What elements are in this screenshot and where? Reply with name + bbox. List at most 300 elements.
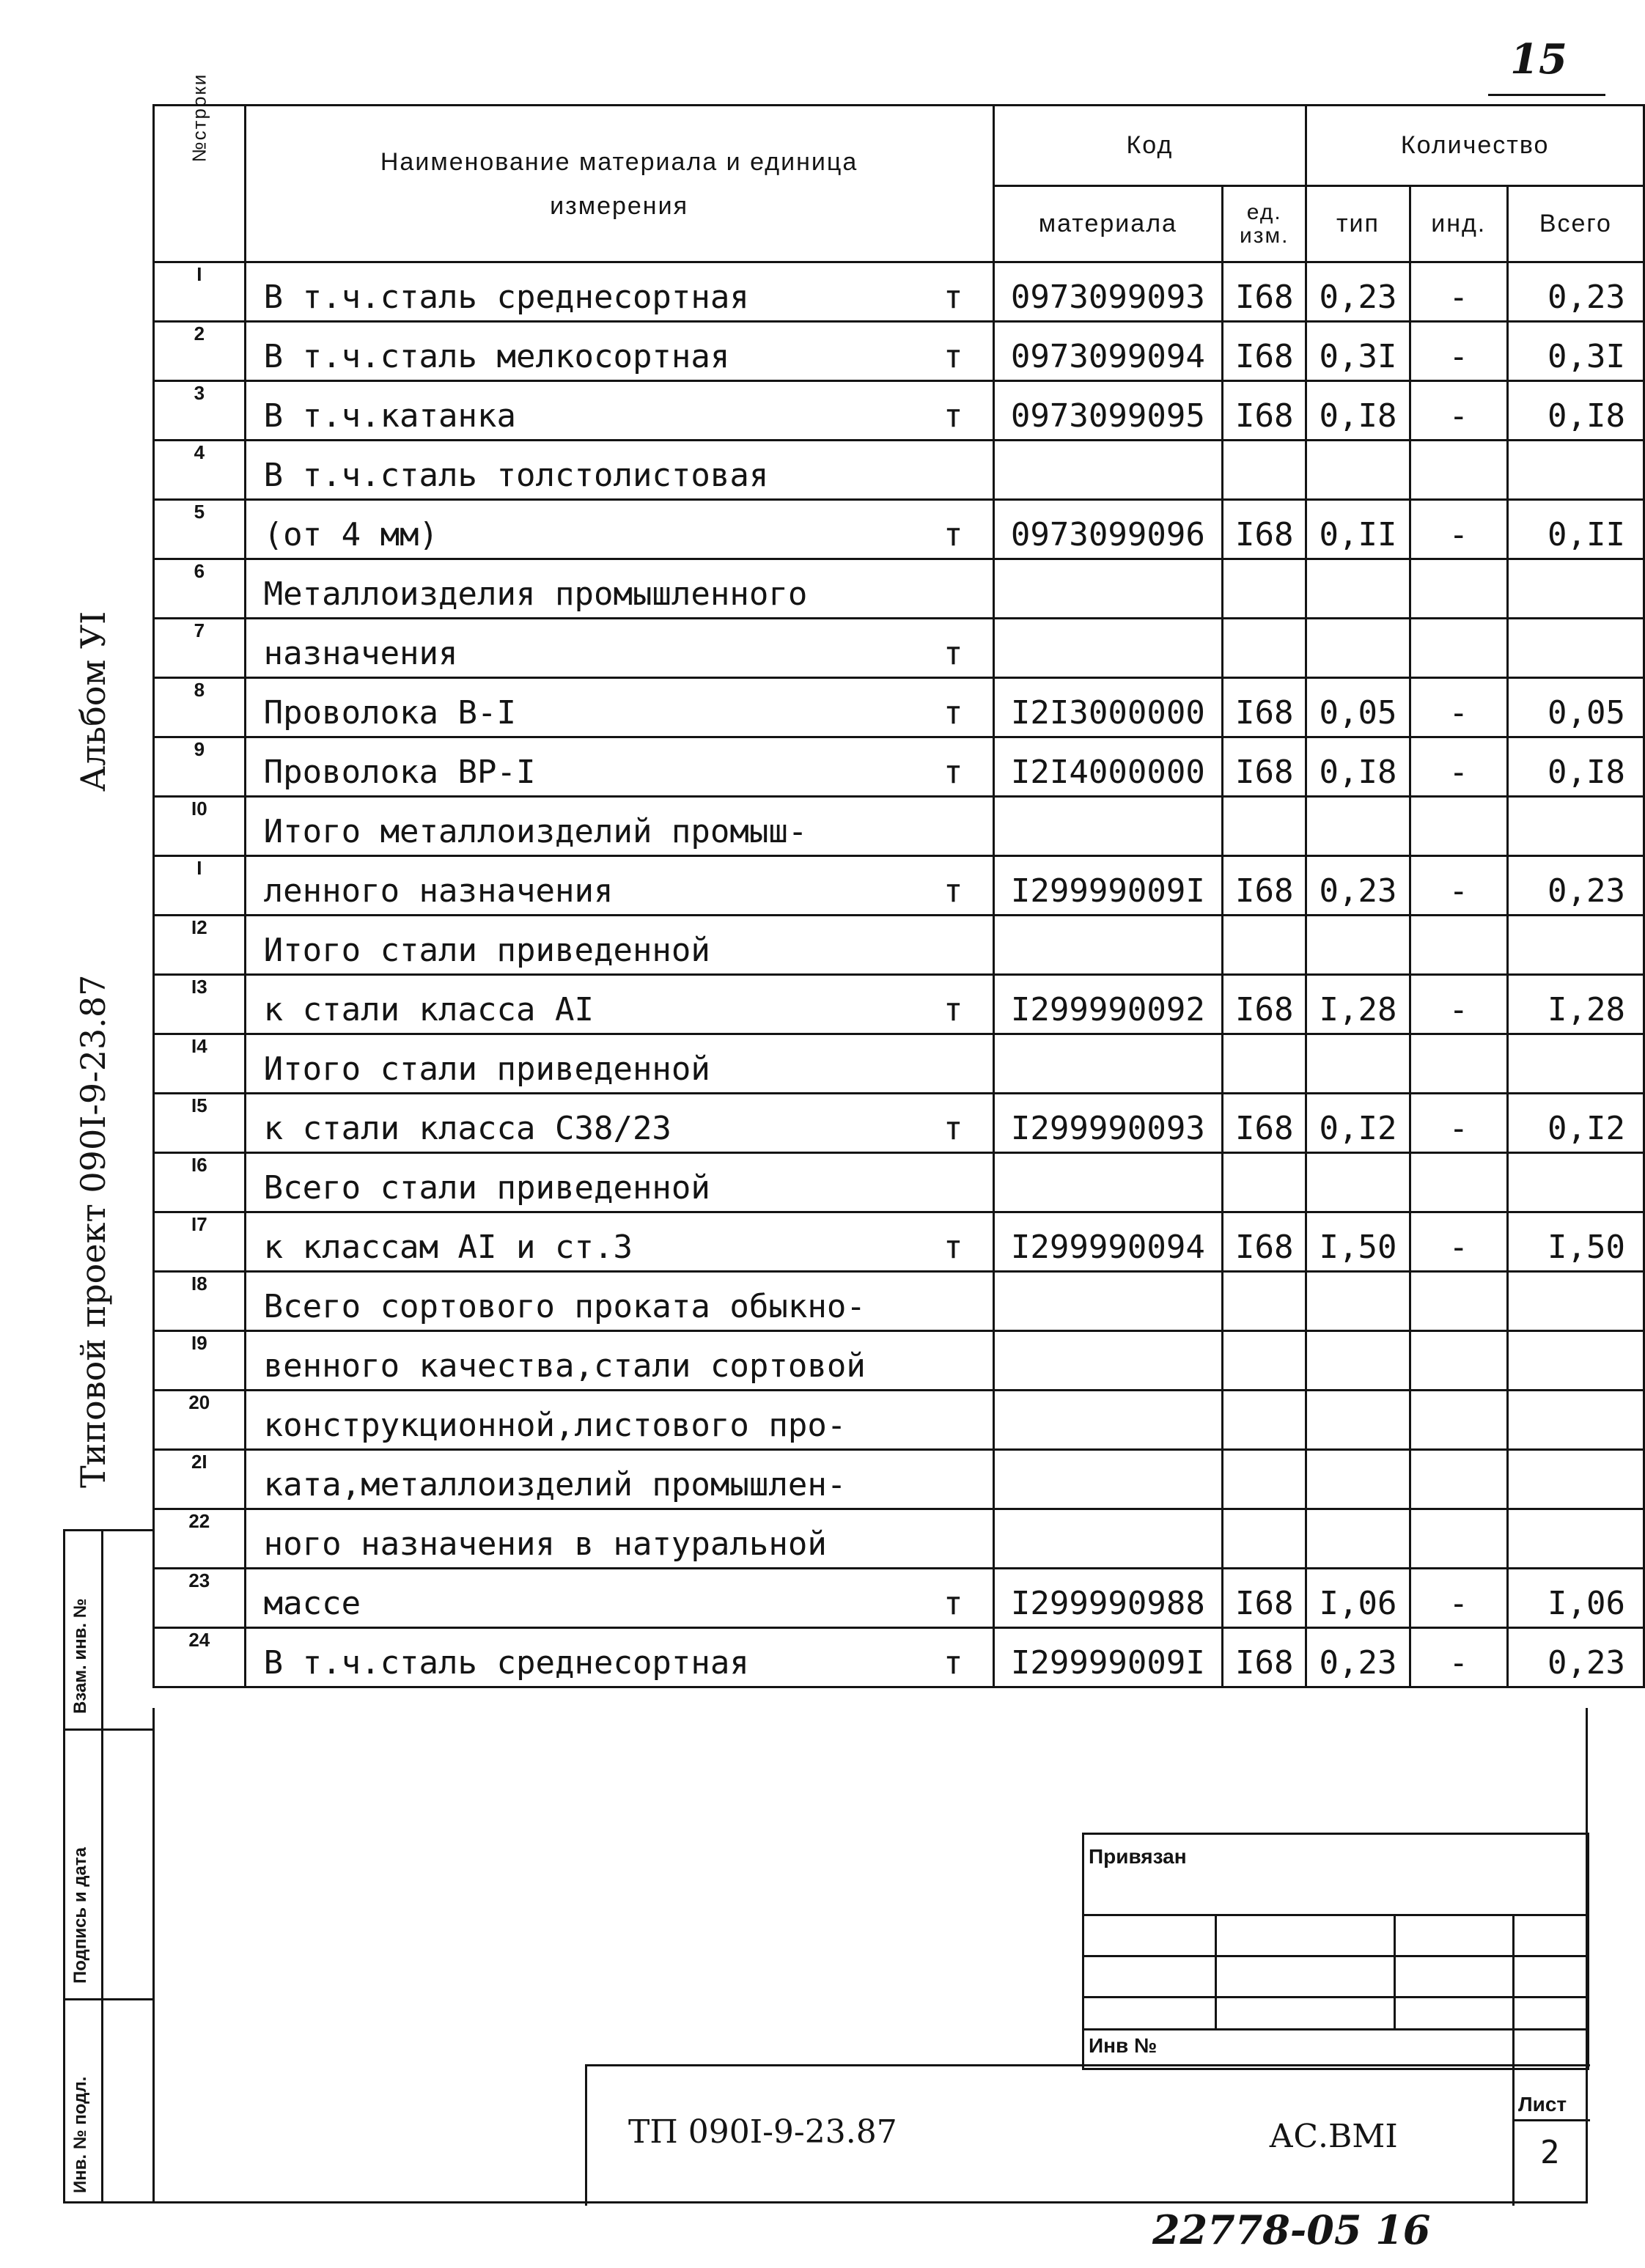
row-code (993, 1569, 1223, 1628)
row-name (245, 1331, 993, 1391)
row-code (993, 381, 1223, 441)
row-code-text: 0973099093 (1010, 279, 1205, 316)
row-qty-total (1507, 1034, 1644, 1094)
row-qty-ind-text (1411, 1503, 1506, 1508)
row-number: 20 (154, 1391, 246, 1450)
row-code (993, 322, 1223, 381)
row-qty-ind (1410, 1272, 1507, 1331)
row-qty-ind (1410, 381, 1507, 441)
row-code (993, 559, 1223, 619)
side-stamp-bottom (63, 2201, 154, 2203)
table-row (154, 1450, 1644, 1509)
row-qty-ind (1410, 737, 1507, 797)
row-code-unit-text: І68 (1235, 1229, 1294, 1266)
table-row (154, 500, 1644, 559)
row-code-text (995, 1207, 1222, 1211)
row-qty-type-text (1307, 1325, 1408, 1330)
row-qty-ind (1410, 559, 1507, 619)
row-number: 2І (154, 1450, 246, 1509)
row-qty-ind (1410, 500, 1507, 559)
row-name-text: Металлоизделия промышленного (263, 575, 808, 613)
page-number: 15 (1510, 35, 1567, 84)
title-block (585, 2064, 1590, 2206)
row-qty-ind-text (1411, 1563, 1506, 1567)
table-body (154, 262, 1644, 1687)
table-row (154, 1212, 1644, 1272)
row-name-text: (от 4 мм) (263, 516, 439, 553)
row-qty-type (1306, 1569, 1410, 1628)
binding-stamp-label: Привязан (1089, 1845, 1187, 1868)
row-name (245, 678, 993, 737)
row-qty-type-text: 0,23 (1319, 872, 1397, 910)
table-row (154, 1331, 1644, 1391)
row-code (993, 1628, 1223, 1687)
row-qty-ind-text (1411, 1385, 1506, 1389)
row-qty-total-text: 0,23 (1548, 1644, 1625, 1682)
row-code (993, 1212, 1223, 1272)
frame-left-border (152, 1708, 155, 2203)
header-qty-ind: инд. (1410, 186, 1507, 262)
row-qty-type (1306, 1212, 1410, 1272)
row-qty-type (1306, 856, 1410, 916)
row-qty-type-text (1307, 1088, 1408, 1092)
row-qty-ind (1410, 1628, 1507, 1687)
table-row (154, 262, 1644, 322)
table-row (154, 1569, 1644, 1628)
row-qty-type (1306, 559, 1410, 619)
row-qty-total-text (1509, 1207, 1643, 1211)
row-qty-total (1507, 1391, 1644, 1450)
row-qty-ind-text: - (1449, 1229, 1468, 1266)
row-code-text (995, 1385, 1222, 1389)
row-qty-type (1306, 441, 1410, 500)
row-code (993, 619, 1223, 678)
table-row (154, 559, 1644, 619)
binding-stamp-col-1 (1215, 1914, 1217, 2028)
row-code-text: І2І3000000 (1010, 694, 1205, 732)
row-qty-type-text (1307, 1385, 1408, 1389)
row-number: І (154, 262, 246, 322)
row-number: І8 (154, 1272, 246, 1331)
row-code-unit (1223, 1094, 1306, 1153)
row-name-text: В т.ч.сталь мелкосортная (263, 338, 730, 375)
row-code (993, 500, 1223, 559)
row-qty-type-text: І,50 (1319, 1229, 1397, 1266)
row-qty-total (1507, 322, 1644, 381)
row-qty-total-text: 0,23 (1548, 872, 1625, 910)
row-code-unit-text: І68 (1235, 1644, 1294, 1682)
row-name (245, 1094, 993, 1153)
row-qty-type (1306, 322, 1410, 381)
row-qty-type-text (1307, 613, 1408, 617)
row-qty-type (1306, 1094, 1410, 1153)
row-qty-type (1306, 1272, 1410, 1331)
row-code-unit-text: І68 (1235, 516, 1294, 553)
row-unit: т (943, 1110, 963, 1147)
row-name (245, 619, 993, 678)
row-qty-total (1507, 500, 1644, 559)
row-qty-total-text (1509, 1385, 1643, 1389)
row-code-unit (1223, 797, 1306, 856)
row-number: І6 (154, 1153, 246, 1212)
row-qty-type (1306, 1153, 1410, 1212)
row-code (993, 1094, 1223, 1153)
row-code (993, 1509, 1223, 1569)
row-code-unit-text (1223, 1325, 1305, 1330)
row-code (993, 856, 1223, 916)
row-qty-type-text: І,06 (1319, 1585, 1397, 1622)
row-code (993, 797, 1223, 856)
row-qty-total (1507, 381, 1644, 441)
row-name-text: массе (263, 1585, 361, 1622)
row-name (245, 1628, 993, 1687)
row-qty-type (1306, 1391, 1410, 1450)
row-qty-ind-text: - (1449, 694, 1468, 732)
table-row (154, 1391, 1644, 1450)
row-code-unit (1223, 500, 1306, 559)
row-qty-type-text (1307, 672, 1408, 677)
row-qty-ind-text: - (1449, 338, 1468, 375)
row-code-unit (1223, 381, 1306, 441)
row-qty-type (1306, 381, 1410, 441)
row-code-text (995, 1503, 1222, 1508)
row-number: 9 (154, 737, 246, 797)
row-unit: т (943, 991, 963, 1028)
row-name-text: к стали класса АІ (263, 991, 594, 1028)
row-qty-ind-text (1411, 850, 1506, 855)
row-code (993, 1391, 1223, 1450)
row-qty-total (1507, 797, 1644, 856)
row-code-unit-text (1223, 672, 1305, 677)
header-qty-total: Всего (1507, 186, 1644, 262)
row-qty-total-text (1509, 1503, 1643, 1508)
row-code (993, 1034, 1223, 1094)
row-qty-ind (1410, 856, 1507, 916)
row-qty-type-text (1307, 1503, 1408, 1508)
row-code (993, 975, 1223, 1034)
row-qty-total-text: І,28 (1548, 991, 1625, 1028)
row-qty-total (1507, 975, 1644, 1034)
project-title: Типовой проект 090І-9-23.87 (73, 974, 113, 1488)
row-code-unit (1223, 856, 1306, 916)
row-qty-type (1306, 262, 1410, 322)
row-name (245, 262, 993, 322)
row-qty-total-text: 0,І2 (1548, 1110, 1625, 1147)
row-code-unit-text: І68 (1235, 991, 1294, 1028)
header-qty-type: тип (1306, 186, 1410, 262)
row-code (993, 1153, 1223, 1212)
row-qty-ind (1410, 262, 1507, 322)
row-code-text: І299990094 (1010, 1229, 1205, 1266)
row-qty-total (1507, 1569, 1644, 1628)
row-name-text: В т.ч.сталь толстолистовая (263, 457, 769, 494)
title-block-sheet-value: 2 (1540, 2134, 1560, 2171)
table-row (154, 322, 1644, 381)
row-qty-ind-text (1411, 494, 1506, 498)
header-code: Код (993, 106, 1306, 186)
row-name-text: Всего стали приведенной (263, 1169, 710, 1207)
title-block-sheet-divider (1512, 2066, 1515, 2206)
row-code-unit-text (1223, 1385, 1305, 1389)
row-name-text: конструкционной,листового про- (263, 1407, 847, 1444)
row-qty-ind (1410, 1153, 1507, 1212)
row-code-unit-text (1223, 1563, 1305, 1567)
row-qty-type (1306, 1331, 1410, 1391)
row-code-unit-text (1223, 1088, 1305, 1092)
row-number: 4 (154, 441, 246, 500)
table-row (154, 1153, 1644, 1212)
row-name (245, 441, 993, 500)
side-label-signature-date: Подпись и дата (70, 1847, 90, 1984)
row-number: І9 (154, 1331, 246, 1391)
row-unit: т (943, 338, 963, 375)
page-number-underline (1488, 94, 1605, 96)
row-number: І7 (154, 1212, 246, 1272)
row-qty-total-text (1509, 613, 1643, 617)
side-stamp-top (63, 1529, 154, 1531)
row-qty-ind (1410, 1569, 1507, 1628)
row-name (245, 1034, 993, 1094)
row-code-unit-text: І68 (1235, 338, 1294, 375)
row-qty-type (1306, 797, 1410, 856)
material-spec-table (152, 73, 1645, 1688)
row-qty-total (1507, 678, 1644, 737)
row-code-text (995, 850, 1222, 855)
row-qty-type-text: 0,05 (1319, 694, 1397, 732)
row-code-text: 0973099094 (1010, 338, 1205, 375)
row-code-text (995, 969, 1222, 973)
table-row (154, 1034, 1644, 1094)
row-name (245, 975, 993, 1034)
row-qty-ind-text (1411, 969, 1506, 973)
row-qty-ind-text: - (1449, 754, 1468, 791)
row-name (245, 1272, 993, 1331)
row-qty-total-text: 0,3І (1548, 338, 1625, 375)
row-unit: т (943, 754, 963, 791)
row-unit: т (943, 279, 963, 316)
row-name-text: назначения (263, 635, 458, 672)
row-qty-total (1507, 441, 1644, 500)
header-quantity: Количество (1306, 106, 1644, 186)
row-code-unit-text: І68 (1235, 279, 1294, 316)
row-qty-type-text (1307, 1563, 1408, 1567)
row-code-text (995, 672, 1222, 677)
row-qty-total-text: І,50 (1548, 1229, 1625, 1266)
row-name (245, 916, 993, 975)
row-code-text (995, 494, 1222, 498)
row-qty-total (1507, 1450, 1644, 1509)
row-name-text: Итого стали приведенной (263, 932, 710, 969)
row-name (245, 1450, 993, 1509)
row-code (993, 678, 1223, 737)
row-number: 5 (154, 500, 246, 559)
row-qty-ind-text: - (1449, 1110, 1468, 1147)
row-code-unit (1223, 1272, 1306, 1331)
row-code-unit (1223, 737, 1306, 797)
row-qty-type-text: 0,23 (1319, 279, 1397, 316)
row-qty-ind-text: - (1449, 397, 1468, 435)
row-qty-ind (1410, 797, 1507, 856)
row-unit: т (943, 1644, 963, 1682)
row-code-unit (1223, 1450, 1306, 1509)
row-name-text: Итого стали приведенной (263, 1050, 710, 1088)
row-qty-total (1507, 856, 1644, 916)
row-code-unit (1223, 1391, 1306, 1450)
row-code-unit (1223, 262, 1306, 322)
binding-stamp-inv-label: Инв № (1089, 2034, 1158, 2057)
row-code-unit-text: І68 (1235, 872, 1294, 910)
row-qty-ind (1410, 975, 1507, 1034)
row-qty-type-text (1307, 969, 1408, 973)
row-name-text: В т.ч.сталь среднесортная (263, 1644, 749, 1682)
row-qty-ind (1410, 1391, 1507, 1450)
row-qty-ind (1410, 1094, 1507, 1153)
header-row-number: №строки (154, 106, 246, 262)
row-qty-ind (1410, 916, 1507, 975)
row-qty-ind-text: - (1449, 1644, 1468, 1682)
title-block-sheet-label: Лист (1518, 2093, 1567, 2116)
row-qty-total (1507, 737, 1644, 797)
row-qty-type (1306, 1450, 1410, 1509)
row-number: 7 (154, 619, 246, 678)
row-qty-total-text: 0,ІІ (1548, 516, 1625, 553)
row-qty-total-text (1509, 850, 1643, 855)
row-code (993, 1331, 1223, 1391)
row-code-text (995, 1088, 1222, 1092)
row-qty-ind-text (1411, 672, 1506, 677)
row-unit: т (943, 397, 963, 435)
table-row (154, 797, 1644, 856)
row-qty-total (1507, 916, 1644, 975)
row-code (993, 916, 1223, 975)
row-code-unit (1223, 678, 1306, 737)
row-code-unit (1223, 1034, 1306, 1094)
row-qty-ind-text (1411, 1207, 1506, 1211)
binding-stamp (1082, 1833, 1589, 2070)
row-qty-total-text (1509, 969, 1643, 973)
row-qty-type-text: 0,І8 (1319, 397, 1397, 435)
row-number: 22 (154, 1509, 246, 1569)
table-row (154, 737, 1644, 797)
row-qty-total (1507, 559, 1644, 619)
table-row (154, 1094, 1644, 1153)
row-qty-type (1306, 500, 1410, 559)
row-name-text: венного качества,стали сортовой (263, 1347, 866, 1385)
row-qty-total-text: 0,23 (1548, 279, 1625, 316)
row-qty-total-text (1509, 1088, 1643, 1092)
table-row (154, 856, 1644, 916)
header-code-unit: ед. изм. (1223, 186, 1306, 262)
row-qty-total (1507, 262, 1644, 322)
row-name (245, 381, 993, 441)
row-qty-ind (1410, 1034, 1507, 1094)
row-qty-total-text (1509, 672, 1643, 677)
row-qty-total-text (1509, 494, 1643, 498)
row-qty-total (1507, 1272, 1644, 1331)
row-number: І3 (154, 975, 246, 1034)
row-qty-type (1306, 737, 1410, 797)
row-code-unit-text: І68 (1235, 1110, 1294, 1147)
row-name (245, 856, 993, 916)
row-qty-ind (1410, 1450, 1507, 1509)
binding-stamp-col-2 (1394, 1914, 1396, 2028)
row-qty-ind (1410, 441, 1507, 500)
row-qty-type-text (1307, 1207, 1408, 1211)
row-name (245, 500, 993, 559)
row-code-unit-text (1223, 1207, 1305, 1211)
row-qty-ind (1410, 1509, 1507, 1569)
row-code-unit-text (1223, 969, 1305, 973)
row-qty-type-text (1307, 1444, 1408, 1448)
table-row (154, 1272, 1644, 1331)
row-number: І (154, 856, 246, 916)
row-code-unit (1223, 619, 1306, 678)
row-qty-type-text: 0,І8 (1319, 754, 1397, 791)
row-name-text: ката,металлоизделий промышлен- (263, 1466, 847, 1503)
row-code-unit (1223, 322, 1306, 381)
row-qty-ind (1410, 1331, 1507, 1391)
row-name-text: ного назначения в натуральной (263, 1525, 827, 1563)
album-title: Альбом УІ (73, 611, 113, 792)
row-unit: т (943, 694, 963, 732)
row-qty-total-text (1509, 1444, 1643, 1448)
row-qty-total (1507, 1628, 1644, 1687)
row-code-unit (1223, 1569, 1306, 1628)
table-row (154, 975, 1644, 1034)
row-number: І4 (154, 1034, 246, 1094)
row-qty-total (1507, 619, 1644, 678)
row-code-unit (1223, 1628, 1306, 1687)
row-code-unit-text: І68 (1235, 397, 1294, 435)
row-qty-total-text (1509, 1563, 1643, 1567)
row-code-unit (1223, 975, 1306, 1034)
row-qty-ind-text: - (1449, 1585, 1468, 1622)
row-code-text: І299990093 (1010, 1110, 1205, 1147)
row-qty-ind (1410, 1212, 1507, 1272)
title-block-sheet-sep (1512, 2119, 1590, 2121)
row-code-text (995, 613, 1222, 617)
row-qty-total (1507, 1331, 1644, 1391)
row-code-text: І299990988 (1010, 1585, 1205, 1622)
row-qty-ind-text: - (1449, 872, 1468, 910)
row-name (245, 1212, 993, 1272)
row-code-unit-text: І68 (1235, 1585, 1294, 1622)
row-code (993, 441, 1223, 500)
row-qty-total-text: І,06 (1548, 1585, 1625, 1622)
row-unit: т (943, 516, 963, 553)
row-number: 23 (154, 1569, 246, 1628)
row-qty-type (1306, 1509, 1410, 1569)
row-qty-type (1306, 975, 1410, 1034)
row-name-text: Итого металлоизделий промыш- (263, 813, 808, 850)
row-qty-type (1306, 619, 1410, 678)
side-stamp-left-border (63, 1529, 65, 2203)
row-unit: т (943, 1585, 963, 1622)
row-qty-total (1507, 1153, 1644, 1212)
row-code-unit (1223, 1153, 1306, 1212)
side-stamp-sep-2 (63, 1998, 154, 2000)
side-label-replace-inv: Взам. инв. № (70, 1598, 90, 1714)
row-qty-type (1306, 1034, 1410, 1094)
row-number: І0 (154, 797, 246, 856)
row-qty-type-text: 0,ІІ (1319, 516, 1397, 553)
header-material-name: Наименование материала и единица измерения (245, 106, 993, 262)
row-number: 2 (154, 322, 246, 381)
table-row (154, 1509, 1644, 1569)
row-name (245, 737, 993, 797)
row-qty-ind (1410, 678, 1507, 737)
row-code-text: 0973099096 (1010, 516, 1205, 553)
